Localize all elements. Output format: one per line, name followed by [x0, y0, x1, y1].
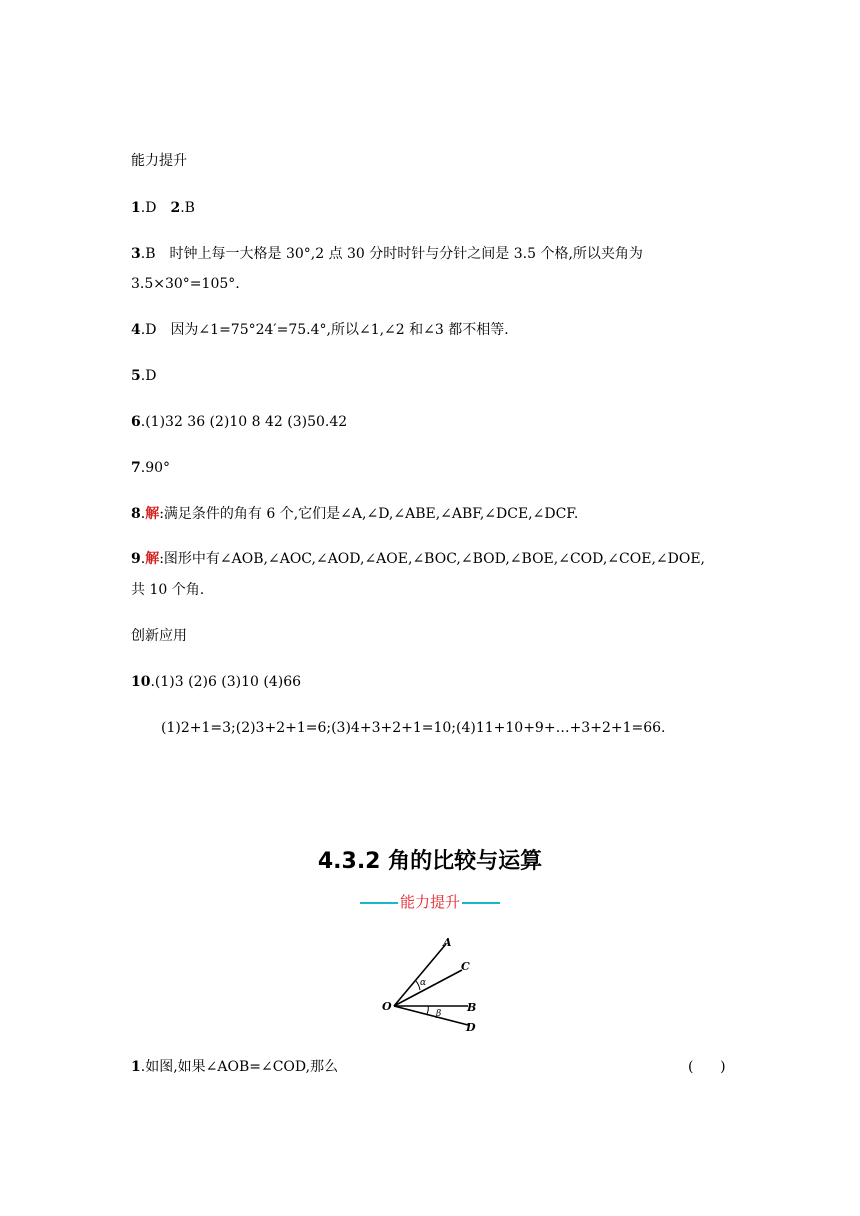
subtitle-rule-right	[462, 902, 500, 904]
section-heading-ability: 能力提升	[131, 153, 187, 169]
arc-beta	[427, 1006, 428, 1014]
answer-10-explain: (1)2+1=3;(2)3+2+1=6;(3)4+3+2+1=10;(4)11+10+9+…+3+2+1=66.	[161, 720, 666, 736]
section-heading-innovation: 创新应用	[131, 628, 187, 644]
answer-3-cont: 3.5×30°=105°.	[131, 276, 240, 292]
answer-3: 3.B 时钟上每一大格是 30°,2 点 30 分时时针与分针之间是 3.5 个格,所以夹角为	[131, 246, 643, 262]
ray-od	[394, 1006, 468, 1025]
lesson-title: 4.3.2 角的比较与运算	[317, 849, 543, 874]
answer-5: 5.D	[131, 368, 157, 384]
answer-1-2: 1.D 2.B	[131, 200, 195, 216]
label-a: A	[443, 936, 452, 949]
jie-label: 解	[145, 551, 160, 567]
subtitle-rule-left	[360, 902, 398, 904]
ray-oa	[394, 944, 446, 1006]
answer-9-cont: 共 10 个角.	[131, 582, 205, 598]
answer-6: 6.(1)32 36 (2)10 8 42 (3)50.42	[131, 414, 348, 430]
angle-figure	[378, 932, 490, 1040]
answer-7: 7.90°	[131, 460, 171, 476]
question-1: 1.如图,如果∠AOB=∠COD,那么	[131, 1059, 339, 1075]
ray-oc	[394, 970, 462, 1006]
lesson-subtitle: 能力提升	[0, 892, 860, 912]
answer-blank: ( )	[688, 1059, 726, 1075]
label-alpha: α	[420, 978, 427, 988]
answer-8: 8.解:满足条件的角有 6 个,它们是∠A,∠D,∠ABE,∠ABF,∠DCE,∠DCF.	[131, 506, 579, 522]
label-beta: β	[436, 1009, 442, 1019]
label-d: D	[466, 1021, 476, 1034]
answer-10: 10.(1)3 (2)6 (3)10 (4)66	[131, 674, 302, 690]
label-c: C	[461, 960, 470, 973]
answer-9: 9.解:图形中有∠AOB,∠AOC,∠AOD,∠AOE,∠BOC,∠BOD,∠BOE,∠COD,∠COE,∠DOE,	[131, 551, 706, 567]
answer-4: 4.D 因为∠1=75°24′=75.4°,所以∠1,∠2 和∠3 都不相等.	[131, 322, 509, 338]
label-b: B	[467, 1001, 477, 1014]
jie-label: 解	[145, 506, 160, 522]
angle-diagram	[378, 932, 490, 1036]
label-o: O	[382, 1000, 392, 1013]
